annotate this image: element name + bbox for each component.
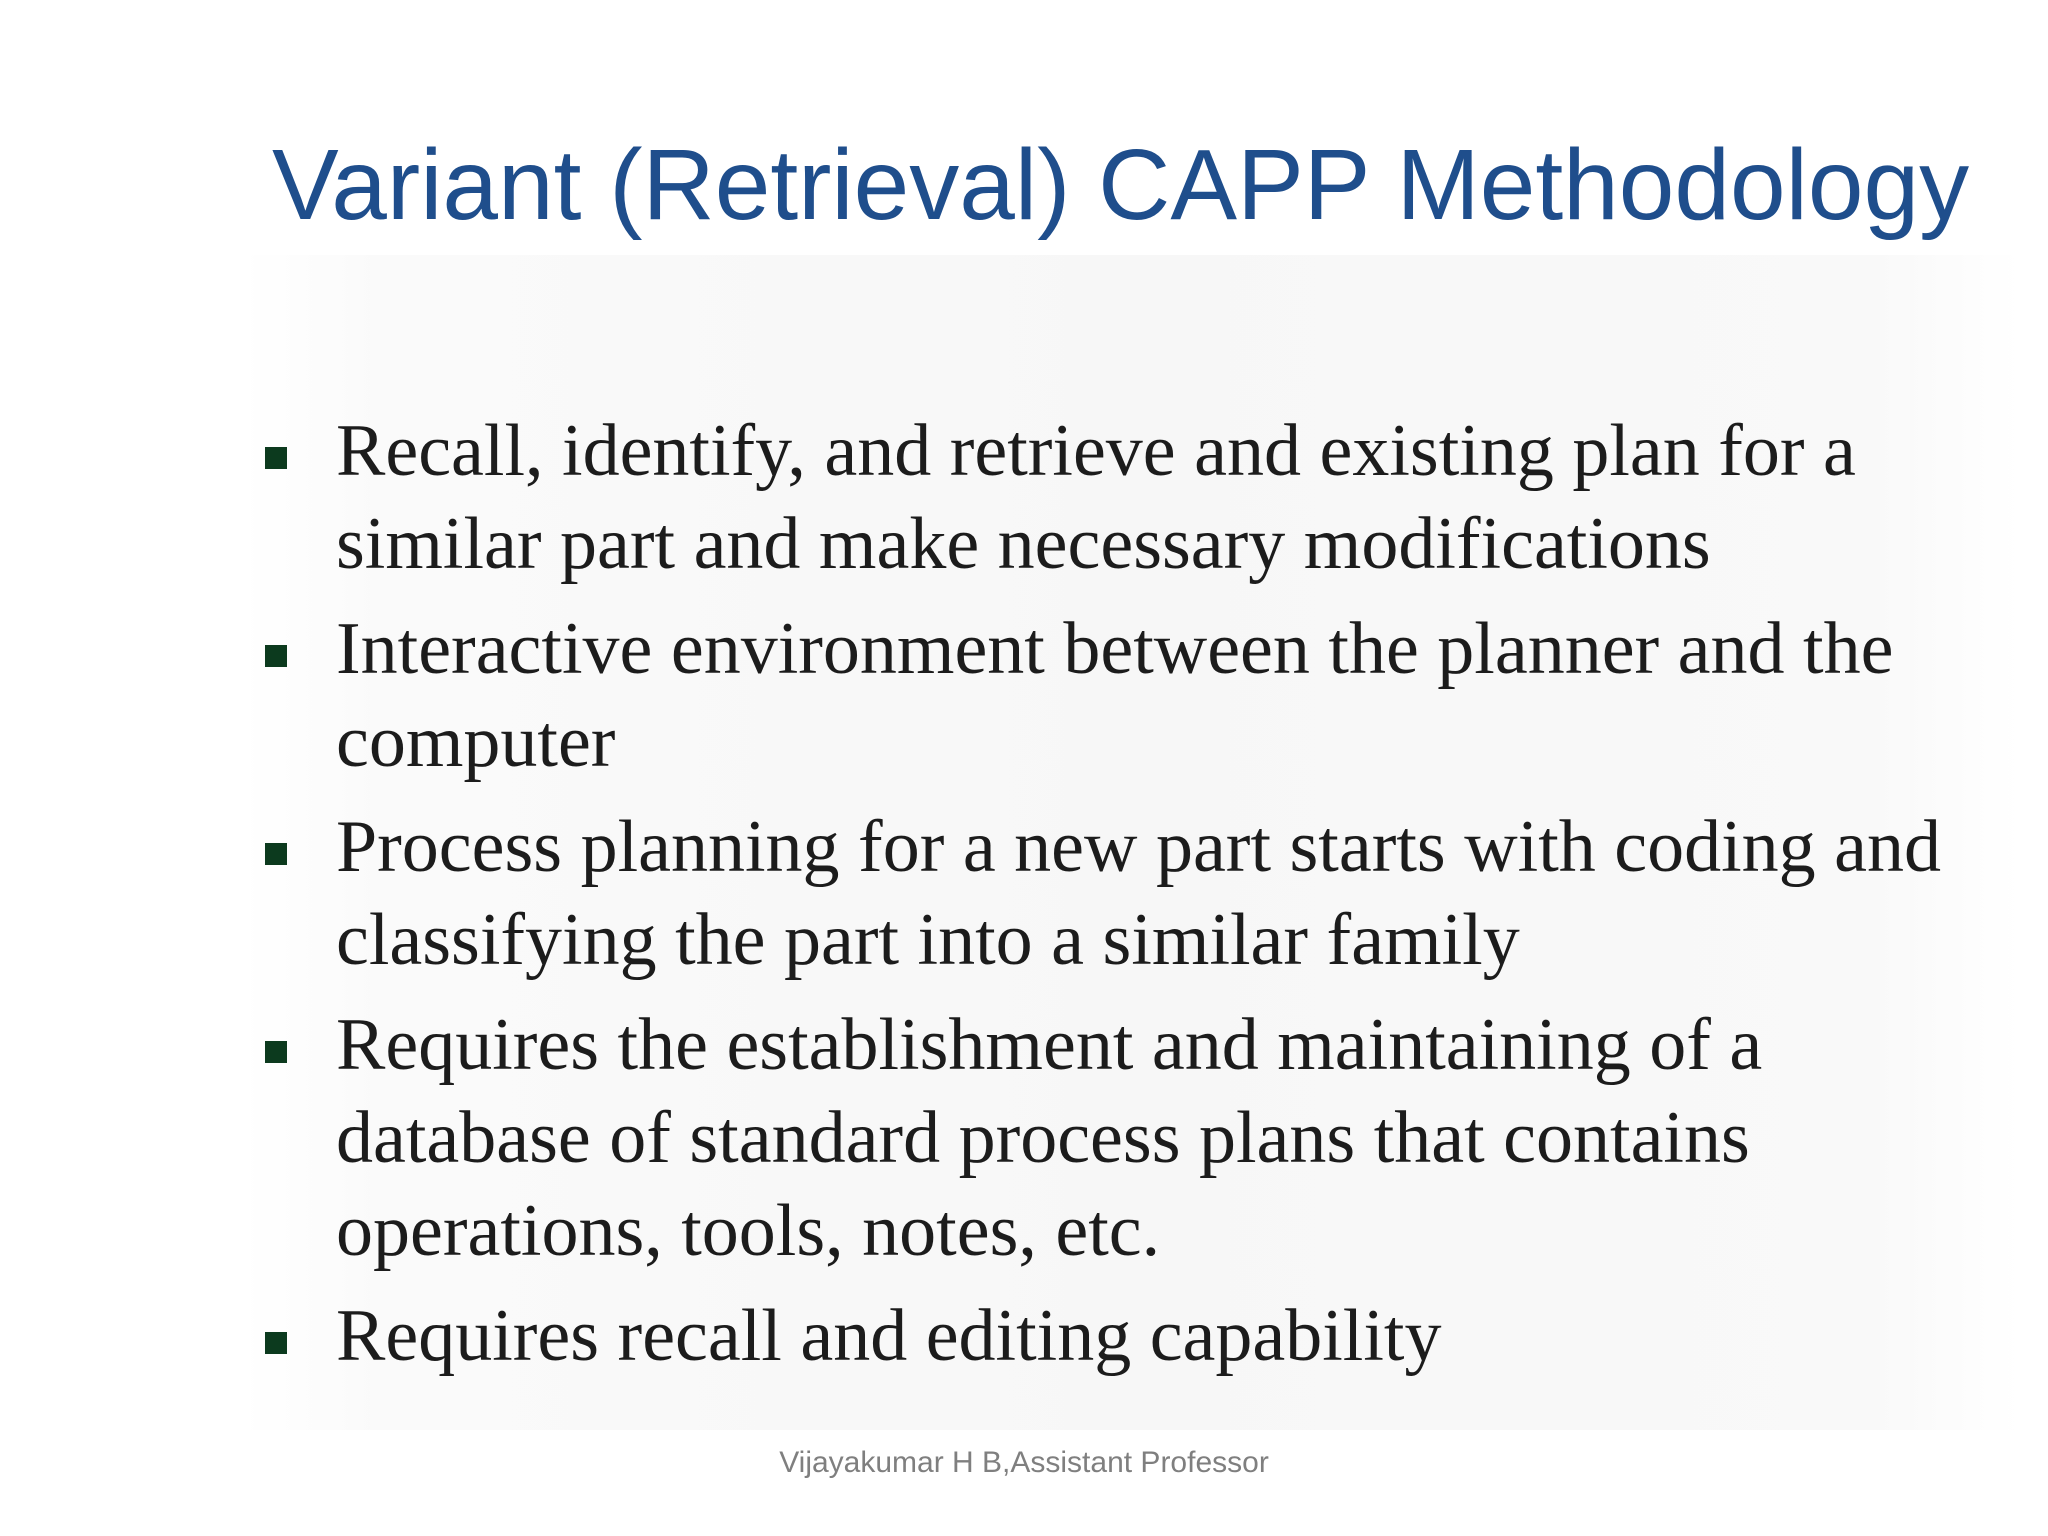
square-bullet-icon xyxy=(265,645,287,667)
bullet-text: Recall, identify, and retrieve and existing plan for a similar part and make necessary modifications xyxy=(336,410,1856,585)
bullet-list xyxy=(262,405,2022,1395)
bullet-item xyxy=(262,801,2022,987)
bullet-item xyxy=(262,999,2022,1278)
square-bullet-icon xyxy=(265,843,287,865)
bullet-item xyxy=(262,603,2022,789)
bullet-text: Interactive environment between the planner and the computer xyxy=(336,608,1894,783)
slide-title: Variant (Retrieval) CAPP Methodology xyxy=(272,129,1970,241)
bullet-text: Requires recall and editing capability xyxy=(336,1295,1442,1377)
bullet-item xyxy=(262,405,2022,591)
bullet-item xyxy=(262,1290,2022,1383)
square-bullet-icon xyxy=(265,1041,287,1063)
bullet-text: Process planning for a new part starts with coding and classifying the part into a similar family xyxy=(336,806,1942,981)
slide-footer: Vijayakumar H B,Assistant Professor xyxy=(779,1446,1269,1479)
square-bullet-icon xyxy=(265,1332,287,1354)
bullet-text: Requires the establishment and maintaining of a database of standard process plans that contains operations, tools, notes, etc. xyxy=(336,1004,1763,1272)
square-bullet-icon xyxy=(265,447,287,469)
